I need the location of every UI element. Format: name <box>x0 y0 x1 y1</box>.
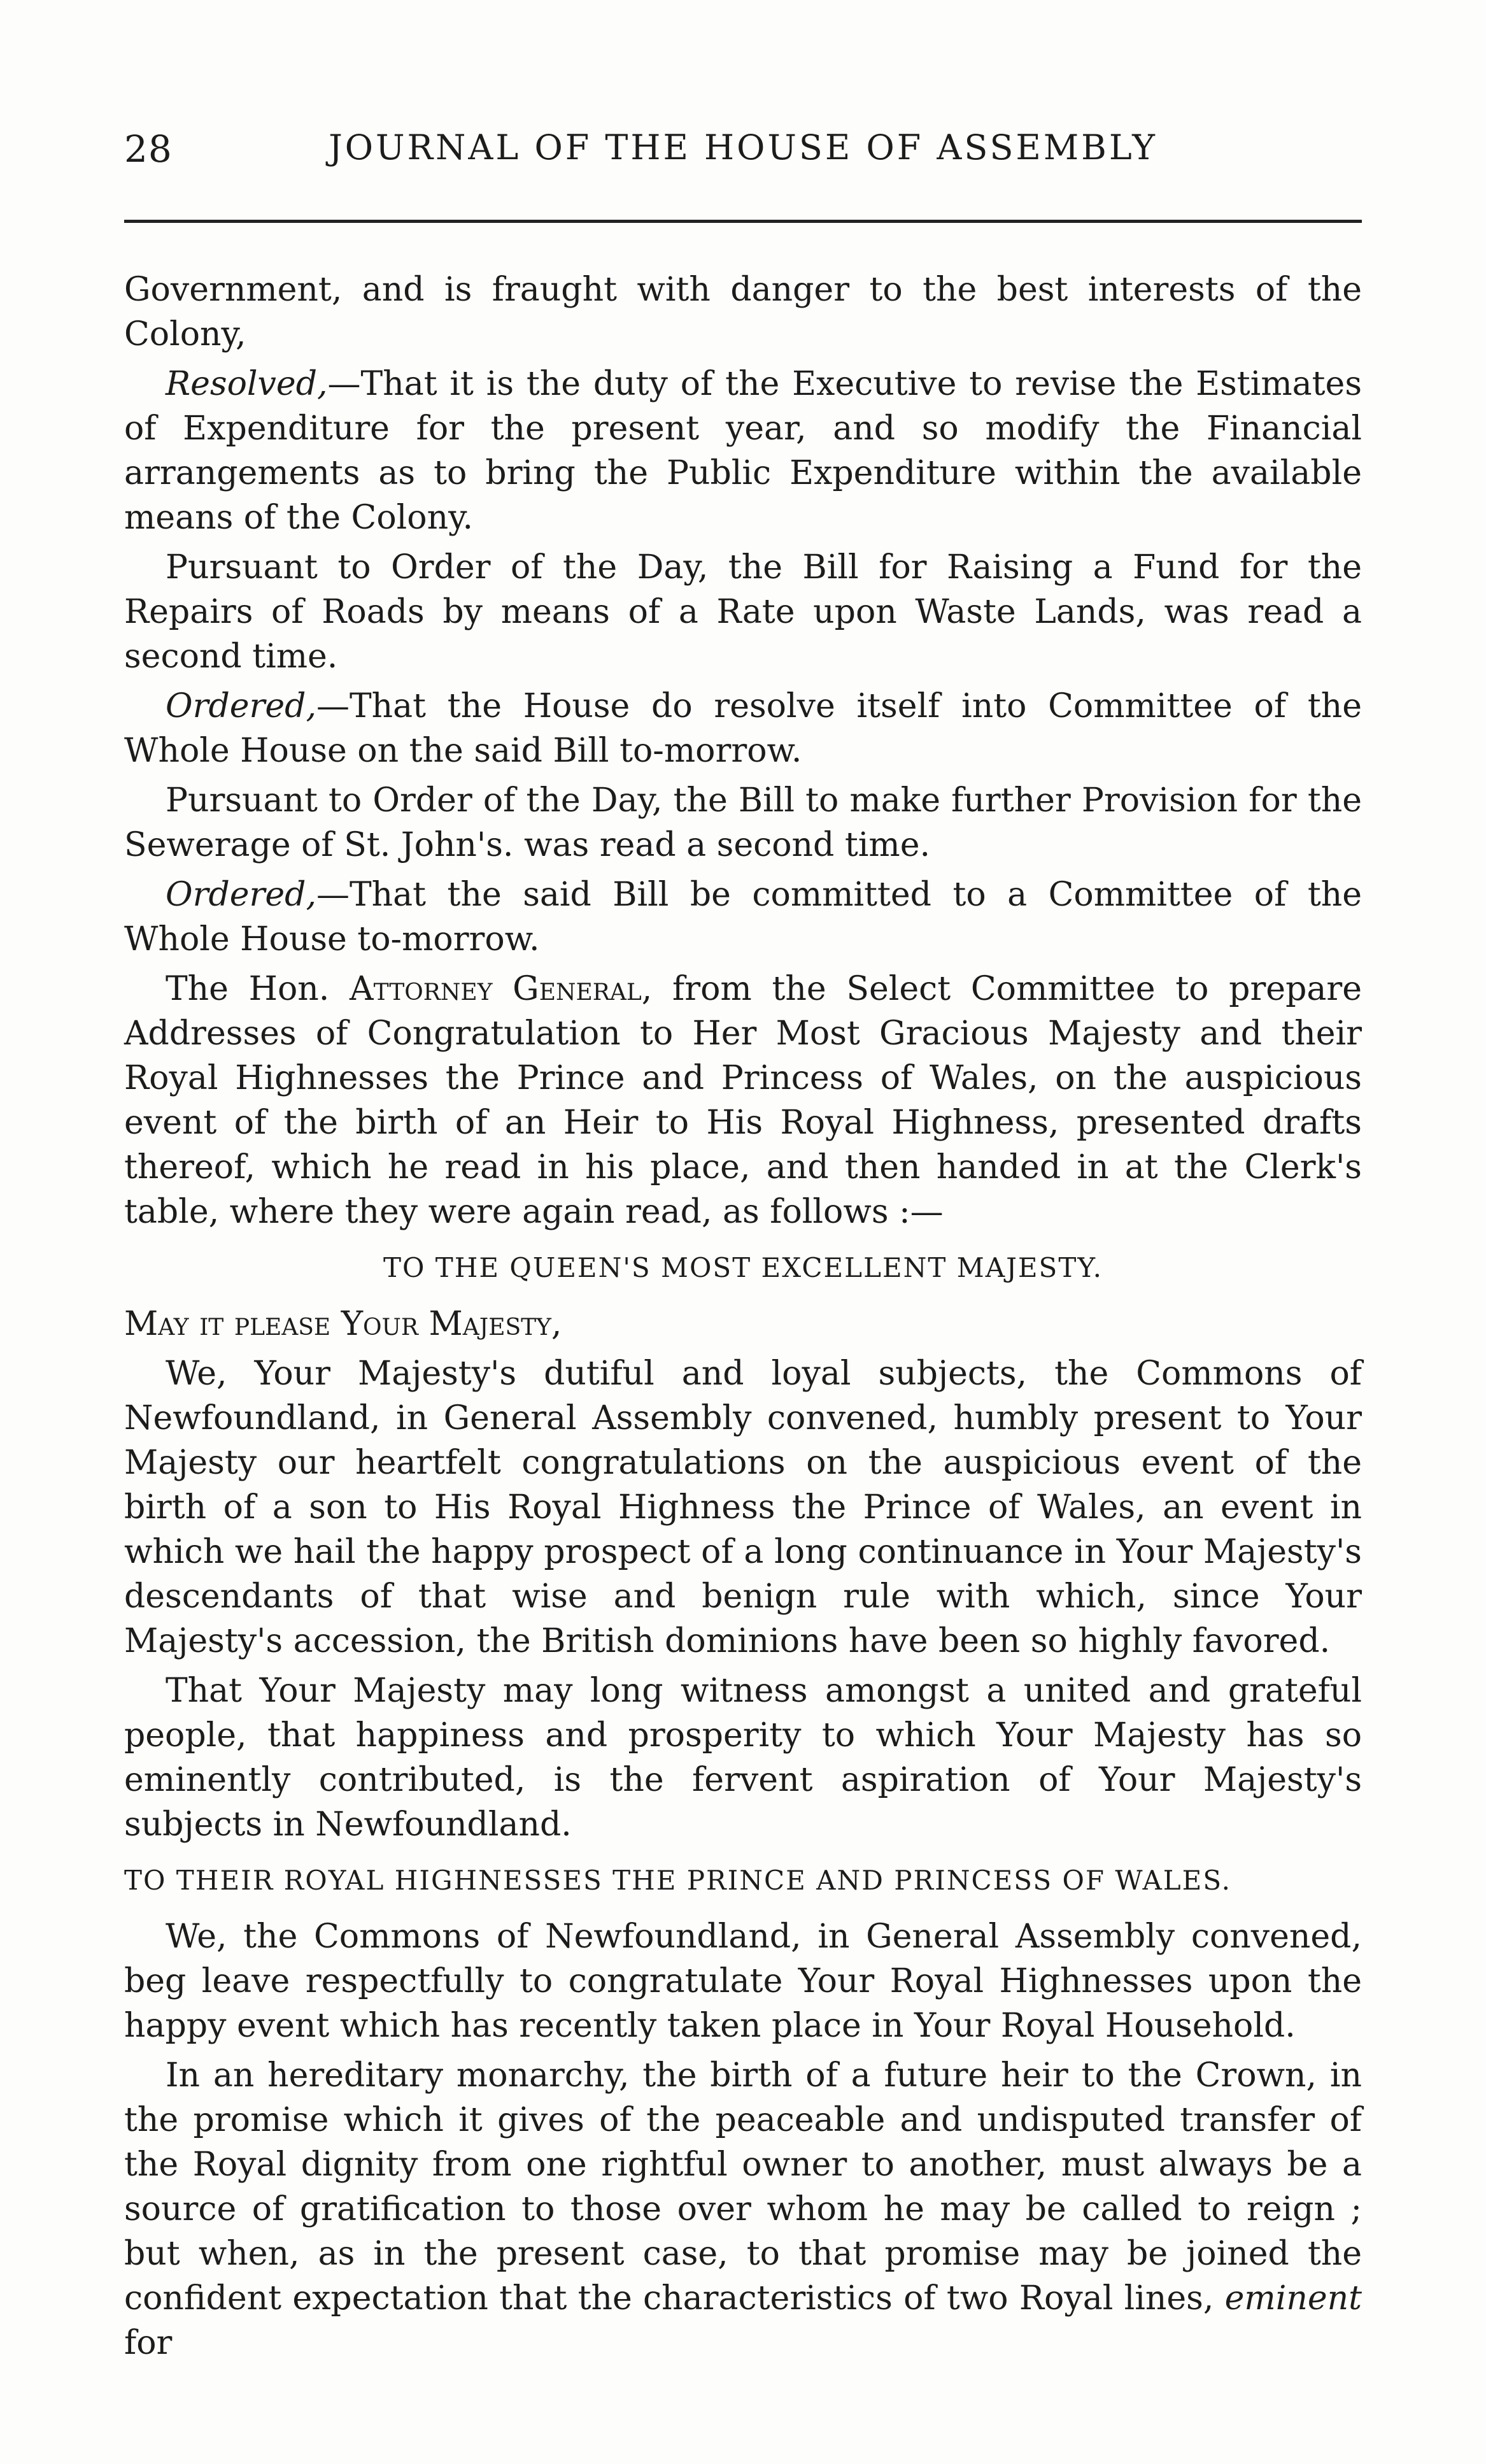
ordered-text-1: —That the House do resolve itself into Committee of the Whole House on the said Bill to-morrow. <box>124 687 1362 770</box>
salutation: May it please Your Majesty, <box>124 1305 562 1343</box>
paragraph-sewerage-bill: Pursuant to Order of the Day, the Bill to make further Provision for the Sewerage of St. John's. was read a second time. <box>124 781 1362 864</box>
paragraph-queen-1: We, Your Majesty's dutiful and loyal subjects, the Commons of Newfoundland, in General Assembly convened, humbly present to Your Majesty our heartfelt congratulations on the auspicious event of the birth of a son to His Royal Highness the Prince of Wales, an event in which we hail the happy prospect of a long continuance in Your Majesty's descendants of that wise and benign rule with which, since Your Majesty's accession, the British dominions have been so highly favored. <box>124 1355 1362 1660</box>
paragraph-ordered-1 <box>124 684 1362 773</box>
ordered-lead-1: Ordered, <box>166 687 316 725</box>
ag-intro: The Hon. <box>166 970 350 1008</box>
paragraph-royals-1: We, the Commons of Newfoundland, in General Assembly convened, beg leave respectfully to congratulate Your Royal Highnesses upon the happy event which has recently taken place in Your Royal Household. <box>124 1918 1362 2045</box>
ag-text: , from the Select Committee to prepare Addresses of Congratulation to Her Most Gracious Majesty and their Royal Highnesses the Prince and Princess of Wales, on the auspicious event of the birth of an Heir to His Royal Highness, presented drafts thereof, which he read in his place, and then handed in at the Clerk's table, where they were again read, as follows :— <box>124 970 1362 1231</box>
ordered-text-2: —That the said Bill be committed to a Committee of the Whole House to-morrow. <box>124 876 1362 958</box>
page-number: 28 <box>124 127 173 171</box>
ordered-lead-2: Ordered, <box>166 876 316 914</box>
paragraph-continuation: Government, and is fraught with danger to the best interests of the Colony, <box>124 271 1362 353</box>
paragraph-royals-2 <box>124 2053 1362 2365</box>
resolved-lead: Resolved, <box>166 365 328 403</box>
paragraph-ordered-2 <box>124 872 1362 962</box>
paragraph-attorney-general <box>124 967 1362 1234</box>
header-rule <box>124 220 1362 223</box>
running-title: JOURNAL OF THE HOUSE OF ASSEMBLY <box>329 127 1157 167</box>
heading-queen-address: TO THE QUEEN'S MOST EXCELLENT MAJESTY. <box>383 1252 1103 1283</box>
paragraph-queen-2: That Your Majesty may long witness amongst a united and grateful people, that happiness and prosperity to which Your Majesty has so eminently contributed, is the fervent aspiration of Your Majesty's subjects in Newfoundland. <box>124 1672 1362 1844</box>
royals-2-tail: for <box>124 2324 173 2362</box>
royals-2-emphasis: eminent <box>1224 2279 1362 2318</box>
resolved-text: —That it is the duty of the Executive to revise the Estimates of Expenditure for the present year, and so modify the Financial arrangements as to bring the Public Expenditure within the available means of the Colony. <box>124 365 1362 537</box>
paragraph-roads-bill: Pursuant to Order of the Day, the Bill for Raising a Fund for the Repairs of Roads by means of a Rate upon Waste Lands, was read a second time. <box>124 548 1362 676</box>
page-header <box>124 127 1362 178</box>
royals-2-text: In an hereditary monarchy, the birth of a future heir to the Crown, in the promise which it gives of the peaceable and undisputed transfer of the Royal dignity from one rightful owner to another, must always be a source of gratification to those over whom he may be called to reign ; but when, as in the present case, to that promise may be joined the confident expectation that the characteristics of two Royal lines, <box>124 2056 1362 2318</box>
heading-royal-address: TO THEIR ROYAL HIGHNESSES THE PRINCE AND PRINCESS OF WALES. <box>124 1865 1231 1896</box>
paragraph-resolved <box>124 362 1362 540</box>
ag-title: Attorney General <box>350 970 642 1008</box>
page-body <box>124 267 1362 2370</box>
